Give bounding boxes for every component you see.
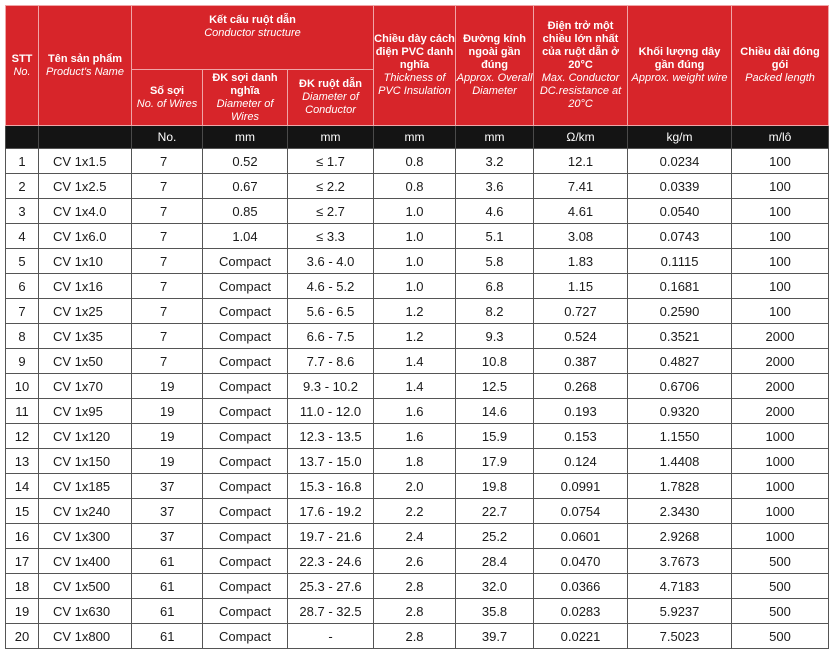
cell-length: 2000 xyxy=(732,349,829,374)
cell-weight: 1.1550 xyxy=(628,424,732,449)
cell-wire-dia: 0.52 xyxy=(203,149,288,174)
cell-name: CV 1x2.5 xyxy=(39,174,132,199)
cell-cond-dia: ≤ 2.7 xyxy=(288,199,374,224)
cell-outer-dia: 3.2 xyxy=(456,149,534,174)
cell-cond-dia: ≤ 2.2 xyxy=(288,174,374,199)
cell-name: CV 1x6.0 xyxy=(39,224,132,249)
cell-wires: 61 xyxy=(132,599,203,624)
unit-resistance: Ω/km xyxy=(534,126,628,149)
cell-outer-dia: 15.9 xyxy=(456,424,534,449)
header-insulation-thickness: Chiều dày cách điện PVC danh nghĩa Thickness of PVC Insulation xyxy=(374,6,456,126)
cell-wire-dia: Compact xyxy=(203,349,288,374)
cell-insulation: 2.2 xyxy=(374,499,456,524)
cell-resistance: 0.153 xyxy=(534,424,628,449)
cell-name: CV 1x95 xyxy=(39,399,132,424)
cell-insulation: 1.0 xyxy=(374,199,456,224)
cell-length: 100 xyxy=(732,199,829,224)
table-row xyxy=(6,249,829,274)
cell-outer-dia: 3.6 xyxy=(456,174,534,199)
cell-no: 4 xyxy=(6,224,39,249)
cell-no: 17 xyxy=(6,549,39,574)
cell-wire-dia: Compact xyxy=(203,399,288,424)
header-conductor-diameter: ĐK ruột dẫn Diameter of Conductor xyxy=(288,70,374,126)
cell-resistance: 0.0283 xyxy=(534,599,628,624)
cell-wire-dia: Compact xyxy=(203,599,288,624)
cell-wire-dia: Compact xyxy=(203,549,288,574)
cell-cond-dia: 3.6 - 4.0 xyxy=(288,249,374,274)
table-row xyxy=(6,474,829,499)
cell-cond-dia: 6.6 - 7.5 xyxy=(288,324,374,349)
cell-cond-dia: 19.7 - 21.6 xyxy=(288,524,374,549)
header-wire-diameter: ĐK sợi danh nghĩa Diameter of Wires xyxy=(203,70,288,126)
cell-weight: 0.2590 xyxy=(628,299,732,324)
cell-resistance: 0.0601 xyxy=(534,524,628,549)
header-weight: Khối lượng dây gần đúng Approx. weight wire xyxy=(628,6,732,126)
cell-length: 1000 xyxy=(732,524,829,549)
cell-insulation: 0.8 xyxy=(374,174,456,199)
cell-outer-dia: 35.8 xyxy=(456,599,534,624)
cell-insulation: 2.8 xyxy=(374,624,456,649)
cell-wires: 7 xyxy=(132,299,203,324)
cell-length: 100 xyxy=(732,274,829,299)
table-row xyxy=(6,149,829,174)
cell-name: CV 1x1.5 xyxy=(39,149,132,174)
table-row xyxy=(6,499,829,524)
cell-resistance: 0.193 xyxy=(534,399,628,424)
cell-cond-dia: 12.3 - 13.5 xyxy=(288,424,374,449)
cell-resistance: 4.61 xyxy=(534,199,628,224)
cell-wire-dia: Compact xyxy=(203,299,288,324)
cell-cond-dia: - xyxy=(288,624,374,649)
header-no-of-wires: Số sợi No. of Wires xyxy=(132,70,203,126)
cell-no: 11 xyxy=(6,399,39,424)
cell-weight: 4.7183 xyxy=(628,574,732,599)
cell-outer-dia: 5.8 xyxy=(456,249,534,274)
cell-weight: 7.5023 xyxy=(628,624,732,649)
cell-wires: 37 xyxy=(132,499,203,524)
cell-length: 100 xyxy=(732,149,829,174)
cell-wires: 61 xyxy=(132,549,203,574)
cell-wires: 19 xyxy=(132,374,203,399)
cell-wires: 37 xyxy=(132,474,203,499)
cell-cond-dia: 17.6 - 19.2 xyxy=(288,499,374,524)
cell-no: 13 xyxy=(6,449,39,474)
cell-insulation: 1.4 xyxy=(374,349,456,374)
cell-length: 1000 xyxy=(732,424,829,449)
cell-length: 100 xyxy=(732,249,829,274)
cell-insulation: 2.8 xyxy=(374,599,456,624)
cell-resistance: 0.124 xyxy=(534,449,628,474)
cell-resistance: 1.83 xyxy=(534,249,628,274)
cell-wire-dia: Compact xyxy=(203,374,288,399)
cell-wires: 37 xyxy=(132,524,203,549)
cell-wire-dia: Compact xyxy=(203,499,288,524)
cell-resistance: 0.387 xyxy=(534,349,628,374)
cell-length: 2000 xyxy=(732,374,829,399)
unit-wire-diameter: mm xyxy=(203,126,288,149)
cell-name: CV 1x185 xyxy=(39,474,132,499)
cell-name: CV 1x150 xyxy=(39,449,132,474)
table-row xyxy=(6,574,829,599)
cell-wire-dia: Compact xyxy=(203,574,288,599)
cell-weight: 0.4827 xyxy=(628,349,732,374)
cell-outer-dia: 8.2 xyxy=(456,299,534,324)
table-row xyxy=(6,299,829,324)
cell-name: CV 1x16 xyxy=(39,274,132,299)
header-product-name: Tên sản phẩm Product's Name xyxy=(39,6,132,126)
cell-length: 100 xyxy=(732,174,829,199)
cell-weight: 0.0540 xyxy=(628,199,732,224)
cell-no: 18 xyxy=(6,574,39,599)
cell-outer-dia: 12.5 xyxy=(456,374,534,399)
cell-wire-dia: 0.85 xyxy=(203,199,288,224)
cell-insulation: 1.6 xyxy=(374,399,456,424)
cell-cond-dia: 28.7 - 32.5 xyxy=(288,599,374,624)
cell-cond-dia: ≤ 3.3 xyxy=(288,224,374,249)
cell-wire-dia: Compact xyxy=(203,474,288,499)
table-row xyxy=(6,224,829,249)
cell-length: 1000 xyxy=(732,449,829,474)
cell-weight: 5.9237 xyxy=(628,599,732,624)
cell-name: CV 1x630 xyxy=(39,599,132,624)
cell-outer-dia: 17.9 xyxy=(456,449,534,474)
table-row xyxy=(6,174,829,199)
cell-weight: 0.3521 xyxy=(628,324,732,349)
cell-wires: 7 xyxy=(132,224,203,249)
cable-spec-table xyxy=(5,5,829,649)
cell-weight: 1.4408 xyxy=(628,449,732,474)
cell-name: CV 1x120 xyxy=(39,424,132,449)
cell-wire-dia: Compact xyxy=(203,449,288,474)
cell-weight: 0.6706 xyxy=(628,374,732,399)
cell-wires: 61 xyxy=(132,624,203,649)
cell-outer-dia: 39.7 xyxy=(456,624,534,649)
cell-cond-dia: 15.3 - 16.8 xyxy=(288,474,374,499)
cell-length: 500 xyxy=(732,599,829,624)
cell-wires: 7 xyxy=(132,274,203,299)
header-conductor-structure: Kết cấu ruột dẫn Conductor structure xyxy=(132,6,374,70)
cell-no: 2 xyxy=(6,174,39,199)
table-row xyxy=(6,599,829,624)
cell-insulation: 2.0 xyxy=(374,474,456,499)
unit-packed-length: m/lô xyxy=(732,126,829,149)
cell-name: CV 1x800 xyxy=(39,624,132,649)
cell-wires: 7 xyxy=(132,199,203,224)
cell-cond-dia: 5.6 - 6.5 xyxy=(288,299,374,324)
cell-weight: 1.7828 xyxy=(628,474,732,499)
cell-resistance: 7.41 xyxy=(534,174,628,199)
cell-wire-dia: Compact xyxy=(203,324,288,349)
cell-insulation: 1.6 xyxy=(374,424,456,449)
cell-resistance: 3.08 xyxy=(534,224,628,249)
table-row xyxy=(6,449,829,474)
cell-wires: 7 xyxy=(132,174,203,199)
cell-length: 500 xyxy=(732,549,829,574)
cell-wires: 7 xyxy=(132,249,203,274)
cell-insulation: 0.8 xyxy=(374,149,456,174)
cell-wires: 19 xyxy=(132,424,203,449)
cell-resistance: 1.15 xyxy=(534,274,628,299)
cell-weight: 0.1681 xyxy=(628,274,732,299)
cell-wires: 19 xyxy=(132,399,203,424)
table-row xyxy=(6,624,829,649)
cell-weight: 0.0339 xyxy=(628,174,732,199)
cell-no: 20 xyxy=(6,624,39,649)
cell-weight: 3.7673 xyxy=(628,549,732,574)
cell-no: 16 xyxy=(6,524,39,549)
table-row xyxy=(6,399,829,424)
cell-cond-dia: 22.3 - 24.6 xyxy=(288,549,374,574)
cell-resistance: 0.727 xyxy=(534,299,628,324)
cell-outer-dia: 19.8 xyxy=(456,474,534,499)
header-dc-resistance: Điện trở một chiều lớn nhất của ruột dẫn ở 20°C Max. Conductor DC.resistance at 20°C xyxy=(534,6,628,126)
cell-length: 500 xyxy=(732,574,829,599)
cell-weight: 2.9268 xyxy=(628,524,732,549)
cell-no: 15 xyxy=(6,499,39,524)
unit-weight: kg/m xyxy=(628,126,732,149)
table-row xyxy=(6,199,829,224)
cell-resistance: 0.0754 xyxy=(534,499,628,524)
table-row xyxy=(6,374,829,399)
header-stt: STT No. xyxy=(6,6,39,126)
cell-wires: 7 xyxy=(132,324,203,349)
cell-insulation: 1.2 xyxy=(374,324,456,349)
cell-no: 14 xyxy=(6,474,39,499)
cell-wires: 7 xyxy=(132,349,203,374)
cell-wire-dia: Compact xyxy=(203,524,288,549)
cell-resistance: 0.524 xyxy=(534,324,628,349)
cell-length: 1000 xyxy=(732,474,829,499)
cell-wire-dia: Compact xyxy=(203,424,288,449)
cell-cond-dia: 9.3 - 10.2 xyxy=(288,374,374,399)
cell-cond-dia: ≤ 1.7 xyxy=(288,149,374,174)
cell-name: CV 1x50 xyxy=(39,349,132,374)
table-row xyxy=(6,274,829,299)
cell-no: 8 xyxy=(6,324,39,349)
cell-resistance: 0.0991 xyxy=(534,474,628,499)
cell-outer-dia: 25.2 xyxy=(456,524,534,549)
cell-no: 10 xyxy=(6,374,39,399)
cell-no: 19 xyxy=(6,599,39,624)
cell-weight: 0.0743 xyxy=(628,224,732,249)
cell-wires: 61 xyxy=(132,574,203,599)
cell-weight: 0.0234 xyxy=(628,149,732,174)
cell-outer-dia: 14.6 xyxy=(456,399,534,424)
cell-resistance: 0.0470 xyxy=(534,549,628,574)
cell-wire-dia: 0.67 xyxy=(203,174,288,199)
cell-no: 12 xyxy=(6,424,39,449)
cell-outer-dia: 32.0 xyxy=(456,574,534,599)
cell-wire-dia: 1.04 xyxy=(203,224,288,249)
cell-wires: 19 xyxy=(132,449,203,474)
cell-outer-dia: 22.7 xyxy=(456,499,534,524)
cell-insulation: 2.6 xyxy=(374,549,456,574)
cell-name: CV 1x500 xyxy=(39,574,132,599)
cell-cond-dia: 7.7 - 8.6 xyxy=(288,349,374,374)
cell-no: 5 xyxy=(6,249,39,274)
cell-outer-dia: 5.1 xyxy=(456,224,534,249)
table-row xyxy=(6,349,829,374)
cell-length: 2000 xyxy=(732,399,829,424)
cell-outer-dia: 4.6 xyxy=(456,199,534,224)
table-row xyxy=(6,549,829,574)
table-row xyxy=(6,324,829,349)
cell-outer-dia: 9.3 xyxy=(456,324,534,349)
cell-insulation: 1.4 xyxy=(374,374,456,399)
cell-outer-dia: 6.8 xyxy=(456,274,534,299)
cell-insulation: 2.8 xyxy=(374,574,456,599)
cell-weight: 0.9320 xyxy=(628,399,732,424)
cell-cond-dia: 25.3 - 27.6 xyxy=(288,574,374,599)
cell-wires: 7 xyxy=(132,149,203,174)
cell-length: 500 xyxy=(732,624,829,649)
cell-name: CV 1x70 xyxy=(39,374,132,399)
cell-insulation: 1.8 xyxy=(374,449,456,474)
cell-no: 3 xyxy=(6,199,39,224)
table-row xyxy=(6,424,829,449)
cell-length: 100 xyxy=(732,224,829,249)
cell-wire-dia: Compact xyxy=(203,624,288,649)
cell-no: 1 xyxy=(6,149,39,174)
cell-cond-dia: 13.7 - 15.0 xyxy=(288,449,374,474)
table-body xyxy=(6,149,829,649)
units-row xyxy=(6,126,829,149)
cell-no: 7 xyxy=(6,299,39,324)
unit-overall-diameter: mm xyxy=(456,126,534,149)
cell-name: CV 1x4.0 xyxy=(39,199,132,224)
cell-weight: 0.1115 xyxy=(628,249,732,274)
cell-length: 100 xyxy=(732,299,829,324)
cell-name: CV 1x35 xyxy=(39,324,132,349)
header-packed-length: Chiều dài đóng gói Packed length xyxy=(732,6,829,126)
cell-resistance: 0.268 xyxy=(534,374,628,399)
cell-insulation: 1.2 xyxy=(374,299,456,324)
unit-insulation: mm xyxy=(374,126,456,149)
cell-name: CV 1x400 xyxy=(39,549,132,574)
cell-insulation: 1.0 xyxy=(374,224,456,249)
header-overall-diameter: Đường kính ngoài gần đúng Approx. Overall Diameter xyxy=(456,6,534,126)
cell-insulation: 1.0 xyxy=(374,274,456,299)
cell-outer-dia: 10.8 xyxy=(456,349,534,374)
unit-conductor-diameter: mm xyxy=(288,126,374,149)
cell-weight: 2.3430 xyxy=(628,499,732,524)
cell-no: 6 xyxy=(6,274,39,299)
cell-cond-dia: 11.0 - 12.0 xyxy=(288,399,374,424)
cell-cond-dia: 4.6 - 5.2 xyxy=(288,274,374,299)
cell-name: CV 1x300 xyxy=(39,524,132,549)
cell-no: 9 xyxy=(6,349,39,374)
cell-wire-dia: Compact xyxy=(203,249,288,274)
cell-insulation: 1.0 xyxy=(374,249,456,274)
cell-name: CV 1x25 xyxy=(39,299,132,324)
cell-resistance: 0.0366 xyxy=(534,574,628,599)
table-row xyxy=(6,524,829,549)
cell-resistance: 12.1 xyxy=(534,149,628,174)
cell-length: 1000 xyxy=(732,499,829,524)
cell-name: CV 1x240 xyxy=(39,499,132,524)
cell-resistance: 0.0221 xyxy=(534,624,628,649)
cell-outer-dia: 28.4 xyxy=(456,549,534,574)
cell-length: 2000 xyxy=(732,324,829,349)
cell-wire-dia: Compact xyxy=(203,274,288,299)
unit-wires: No. xyxy=(132,126,203,149)
cell-name: CV 1x10 xyxy=(39,249,132,274)
cell-insulation: 2.4 xyxy=(374,524,456,549)
